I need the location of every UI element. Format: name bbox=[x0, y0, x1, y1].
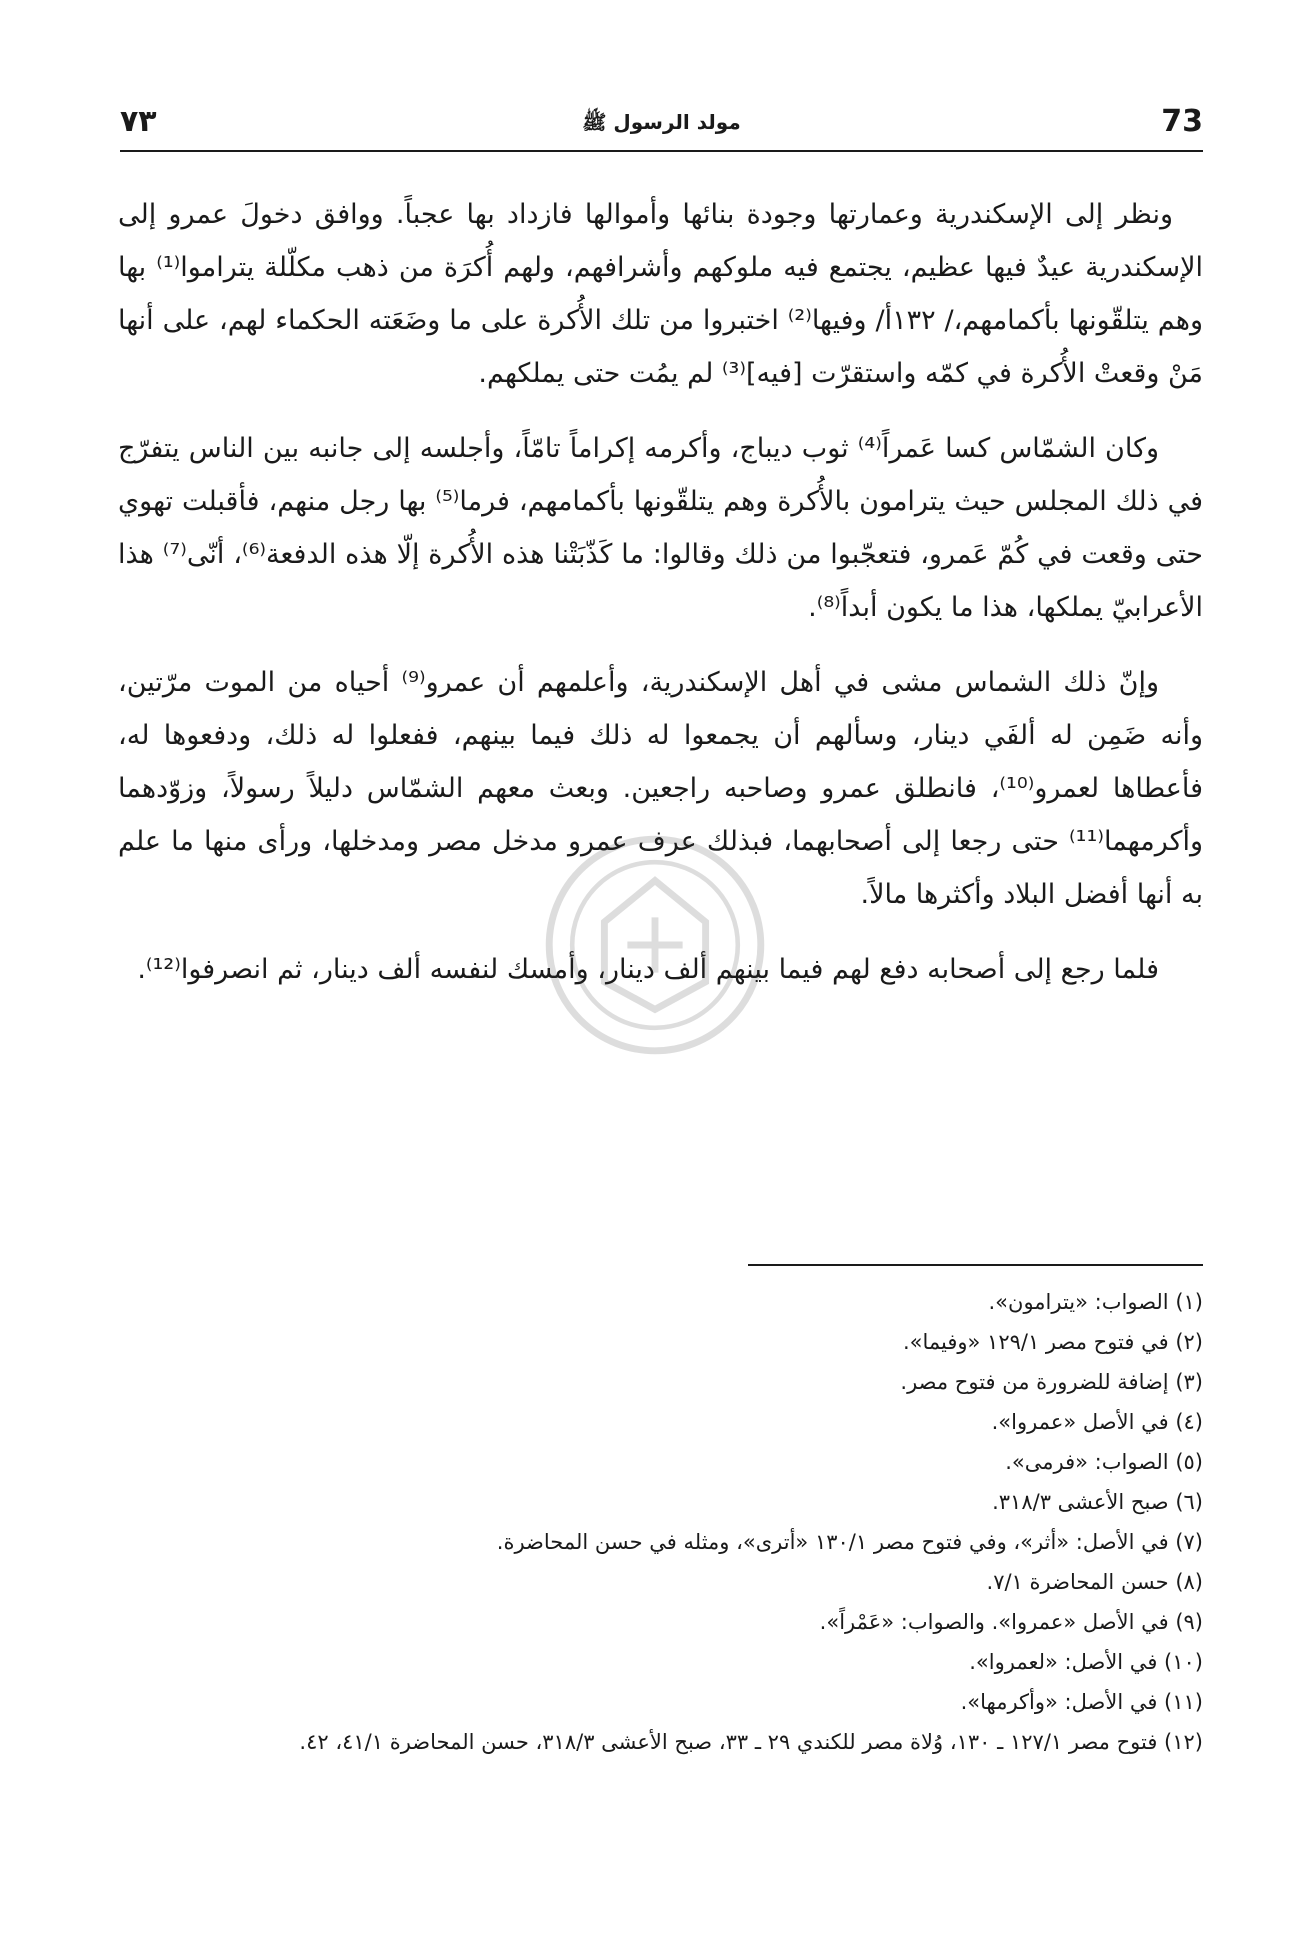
running-title: مولد الرسول ﷺ bbox=[582, 110, 741, 134]
footnotes bbox=[118, 1282, 1203, 1762]
footnote-item: (١٠) في الأصل: «لعمروا». bbox=[969, 1650, 1203, 1674]
footnote-item: (٥) الصواب: «فرمى». bbox=[1005, 1450, 1203, 1474]
main-text bbox=[118, 188, 1203, 1018]
header-rule bbox=[120, 150, 1203, 152]
footnote-item: (٢) في فتوح مصر ١٢٩/١ «وفيما». bbox=[902, 1330, 1203, 1354]
paragraph: وكان الشمّاس كسا عَمراً⁽⁴⁾ ثوب ديباج، وأكرمه إكراماً تامّاً، وأجلسه إلى جانبه بين الناس يتفرّج في ذلك المجلس حيث يترامون بالأُكرة وهم يتلقّونها بأكمامهم، فرما⁽⁵⁾ بها رجل منهم، فأقبلت تهوي حتى وقعت في كُمّ عَمرو، فتعجّبوا من ذلك وقالوا: ما كَذّبَتْنا هذه الأُكرة إلّا هذه الدفعة⁽⁶⁾، أنّى⁽⁷⁾ هذا الأعرابيّ يملكها، هذا ما يكون أبداً⁽⁸⁾. bbox=[118, 433, 1203, 623]
paragraph: فلما رجع إلى أصحابه دفع لهم فيما بينهم ألف دينار، وأمسك لنفسه ألف دينار، ثم انصرفوا⁽¹²⁾. bbox=[137, 954, 1159, 985]
page-header bbox=[120, 100, 1203, 152]
page-number-arabic: ٧٣ bbox=[120, 104, 157, 139]
page-number-latin: 73 bbox=[1161, 104, 1203, 139]
footnote-item: (٣) إضافة للضرورة من فتوح مصر. bbox=[900, 1370, 1203, 1394]
paragraph: وإنّ ذلك الشماس مشى في أهل الإسكندرية، وأعلمهم أن عمرو⁽⁹⁾ أحياه من الموت مرّتين، وأنه ضَمِن له ألفَي دينار، وسألهم أن يجمعوا له ذلك فيما بينهم، ففعلوا له ذلك، ودفعوها له، فأعطاها لعمرو⁽¹⁰⁾، فانطلق عمرو وصاحبه راجعين. وبعث معهم الشمّاس دليلاً رسولاً، وزوّدهما وأكرمهما⁽¹¹⁾ حتى رجعا إلى أصحابهما، فبذلك عرف عمرو مدخل مصر ومدخلها، ورأى منها ما علم به أنها أفضل البلاد وأكثرها مالاً. bbox=[118, 667, 1203, 910]
footnote-item: (٤) في الأصل «عمروا». bbox=[991, 1410, 1203, 1434]
footnote-item: (١٢) فتوح مصر ١٢٧/١ ـ ١٣٠، وُلاة مصر للكندي ٢٩ ـ ٣٣، صبح الأعشى ٣١٨/٣، حسن المحاضرة ٤١/١، ٤٢. bbox=[299, 1730, 1203, 1754]
footnote-item: (١١) في الأصل: «وأكرمها». bbox=[960, 1690, 1203, 1714]
paragraph: ونظر إلى الإسكندرية وعمارتها وجودة بنائها وأموالها فازداد بها عجباً. ووافق دخولَ عمرو إلى الإسكندرية عيدٌ فيها عظيم، يجتمع فيه ملوكهم وأشرافهم، ولهم أُكرَة من ذهب مكلّلة يترامو‌ا⁽¹⁾ بها وهم يتلقّونها بأكمامهم،/ ١٣٢أ/ وفيها⁽²⁾ اختبروا من تلك الأُكرة على ما وضَعَته الحكماء لهم، على أنها مَنْ وقعتْ الأُكرة في كمّه واستقرّت [فيه]⁽³⁾ لم يمُت حتى يملكهم. bbox=[118, 199, 1204, 389]
footnote-item: (٨) حسن المحاضرة ٧/١. bbox=[986, 1570, 1203, 1594]
footnote-separator bbox=[748, 1264, 1203, 1266]
footnote-item: (٩) في الأصل «عمروا». والصواب: «عَمْراً». bbox=[819, 1610, 1203, 1634]
footnote-item: (٧) في الأصل: «أثر»، وفي فتوح مصر ١٣٠/١ «أترى»، ومثله في حسن المحاضرة. bbox=[496, 1530, 1203, 1554]
footnote-item: (٦) صبح الأعشى ٣١٨/٣. bbox=[992, 1490, 1203, 1514]
footnote-item: (١) الصواب: «يترامون». bbox=[988, 1290, 1203, 1314]
